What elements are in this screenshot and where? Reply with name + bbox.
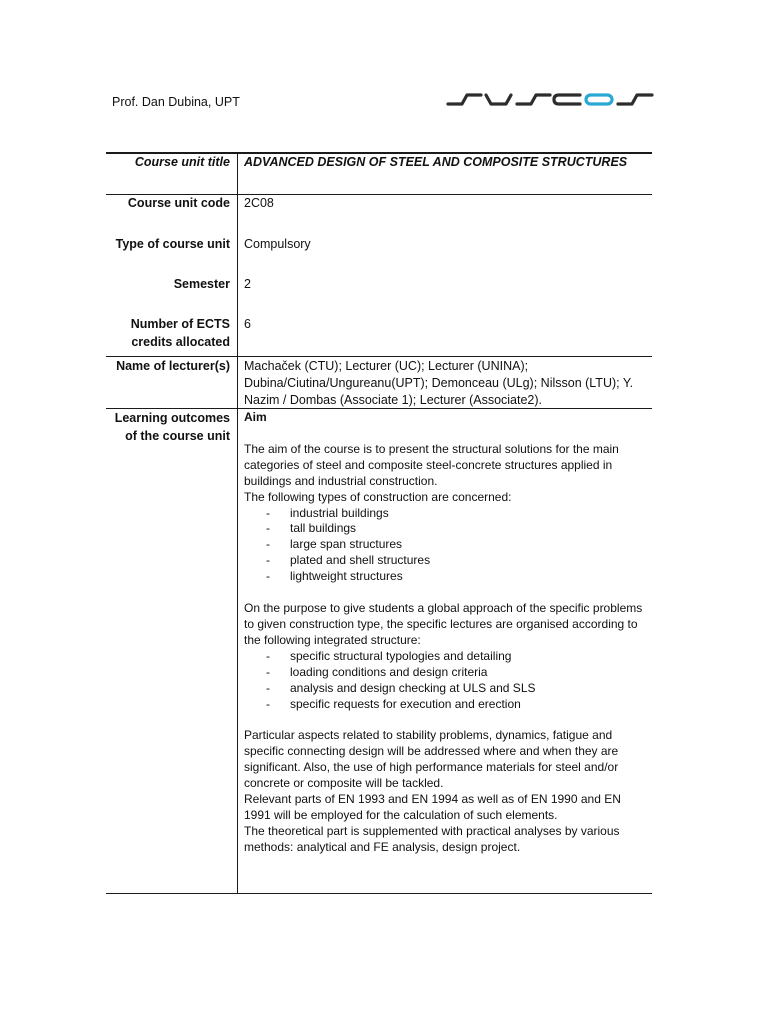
logo-wordmark: SUSCOS — [446, 89, 451, 90]
table-bottom-rule — [106, 893, 652, 894]
label-lecturers: Name of lecturer(s) — [116, 359, 230, 373]
label-type-of-course-unit: Type of course unit — [115, 237, 230, 251]
list-item: - lightweight structures — [266, 569, 403, 584]
list-item: - specific structural typologies and detailing — [266, 648, 512, 663]
list-item: - plated and shell structures — [266, 553, 431, 568]
column-divider — [237, 152, 238, 894]
list-item: - tall buildings — [266, 521, 357, 536]
row-divider — [106, 356, 652, 357]
author-name: Prof. Dan Dubina, UPT — [112, 95, 240, 109]
eurocodes-paragraph: Relevant parts of EN 1993 and EN 1994 as well as of EN 1990 and EN 1991 will be employed for the calculation of such elements. — [244, 792, 621, 822]
list-item: - loading conditions and design criteria — [266, 664, 488, 679]
aspects-paragraph: Particular aspects related to stability problems, dynamics, fatigue and specific connecting design will be addressed where and when they are significant. Also, the use of high performance materials for steel and/or concrete or composite will be tackled. — [244, 728, 619, 791]
value-course-unit-title: ADVANCED DESIGN OF STEEL AND COMPOSITE STRUCTURES — [244, 155, 628, 169]
value-lecturers: Machaček (CTU); Lecturer (UC); Lecturer (UNINA); Dubina/Ciutina/Ungureanu(UPT); Demonceau (ULg); Nilsson (LTU); Y. Nazim / Dombas (Associate 1); Lecturer (Associate2). — [244, 359, 634, 407]
list-item: - analysis and design checking at ULS and SLS — [266, 680, 536, 695]
integrated-structure-list — [244, 649, 649, 713]
label-ects-credits: Number of ECTS credits allocated — [130, 317, 230, 349]
learning-outcomes-content — [244, 410, 649, 856]
list-item: - industrial buildings — [266, 505, 389, 520]
construction-types-list — [244, 506, 649, 586]
list-item: - large span structures — [266, 537, 403, 552]
value-semester: 2 — [244, 277, 251, 291]
types-intro: The following types of construction are concerned: — [244, 489, 512, 504]
aim-heading: Aim — [244, 410, 267, 424]
value-ects-credits: 6 — [244, 317, 251, 331]
practical-paragraph: The theoretical part is supplemented with practical analyses by various methods: analytical and FE analysis, design project. — [244, 823, 620, 854]
label-course-unit-title: Course unit title — [134, 155, 230, 169]
purpose-paragraph: On the purpose to give students a global approach of the specific problems to given construction type, the specific lectures are organised according to the following integrated structure: — [244, 601, 643, 647]
label-semester: Semester — [173, 277, 230, 291]
value-course-unit-code: 2C08 — [244, 196, 274, 210]
aim-intro: The aim of the course is to present the structural solutions for the main categories of steel and composite steel-concrete structures applied in buildings and industrial construction. — [244, 441, 619, 488]
suscos-logo — [446, 89, 656, 109]
list-item: - specific requests for execution and erection — [266, 696, 521, 711]
value-type-of-course-unit: Compulsory — [244, 237, 311, 251]
label-course-unit-code: Course unit code — [127, 196, 230, 210]
label-learning-outcomes: Learning outcomes of the course unit — [114, 411, 230, 443]
